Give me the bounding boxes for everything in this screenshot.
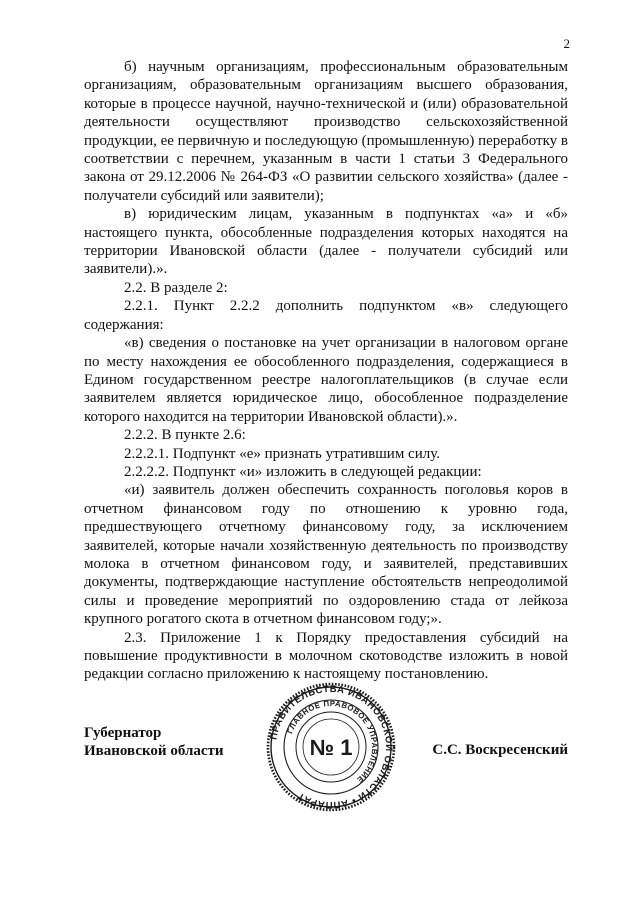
signatory-position-line2: Ивановской области — [84, 743, 224, 759]
paragraph-b: б) научным организациям, профессиональным образовательным организациям, образовательным организациям высшего образования, которые в процессе научной, научно-технической и (или) образовательной деятельности осуществляют производство сельскохозяйственной продукции, ее первичную и последующую (промышленную) переработку в соответствии с перечнем, указанным в части 1 статьи 3 Федерального закона от 29.12.2006 № 264-ФЗ «О развитии сельского хозяйства» (далее - получатели субсидий или заявители); — [84, 59, 569, 204]
official-seal-stamp — [266, 682, 396, 812]
signatory-position-line1: Губернатор — [84, 725, 162, 741]
paragraph-v: в) юридическим лицам, указанным в подпунктах «а» и «б» настоящего пункта, обособленные подразделения которых находятся на территории Ивановской области (далее - получатели субсидий или заявители).». — [84, 206, 568, 278]
paragraph-2-2-1: 2.2.1. Пункт 2.2.2 дополнить подпунктом «в» следующего содержания: — [84, 298, 568, 333]
paragraph-2-2-2-2-i: «и) заявитель должен обеспечить сохранность поголовья коров в отчетном финансовом году по отношению к уровню года, предшествующего отчетному финансовому году, за исключением заявителей, которые начали хозяйственную деятельность по производству молока в отчетном финансовом году, и заявителей, представивших документы, подтверждающие наступление обстоятельств непреодолимой силы и проведение мероприятий по оздоровлению стада от лейкоза крупного рогатого скота в отчетном финансовом году;». — [84, 482, 568, 628]
signature-block — [84, 683, 568, 811]
paragraph-2-2-2-2: 2.2.2.2. Подпункт «и» изложить в следующей редакции: — [124, 463, 482, 480]
signatory-name: С.С. Воскресенский — [432, 742, 568, 758]
paragraph-2-3: 2.3. Приложение 1 к Порядку предоставления субсидий на повышение продуктивности в молочном скотоводстве изложить в новой редакции согласно приложению к настоящему постановлению. — [84, 629, 568, 683]
paragraph-2-2-2: 2.2.2. В пункте 2.6: — [124, 427, 246, 444]
seal-center-number: № 1 — [309, 735, 353, 760]
signatory-position — [84, 724, 224, 760]
paragraph-2-2: 2.2. В разделе 2: — [124, 279, 228, 296]
seal-outer-text: ПРАВИТЕЛЬСТВА ИВАНОВСКОЙ ОБЛАСТИ • АППАРАТ — [268, 683, 395, 811]
document-body — [84, 58, 568, 684]
paragraph-2-2-2-1: 2.2.2.1. Подпункт «е» признать утратившим силу. — [124, 445, 440, 462]
page-number: 2 — [563, 36, 570, 51]
paragraph-2-2-1-v: «в) сведения о постановке на учет организации в налоговом органе по месту нахождения ее обособленного подразделения, содержащиеся в Едином государственном реестре налогоплательщиков (в случае если заявителем является юридическое лицо, обособленное подразделение которого находится на территории Ивановской области).». — [84, 335, 568, 425]
seal-inner-text: ГЛАВНОЕ ПРАВОВОЕ УПРАВЛЕНИЕ — [285, 698, 380, 785]
